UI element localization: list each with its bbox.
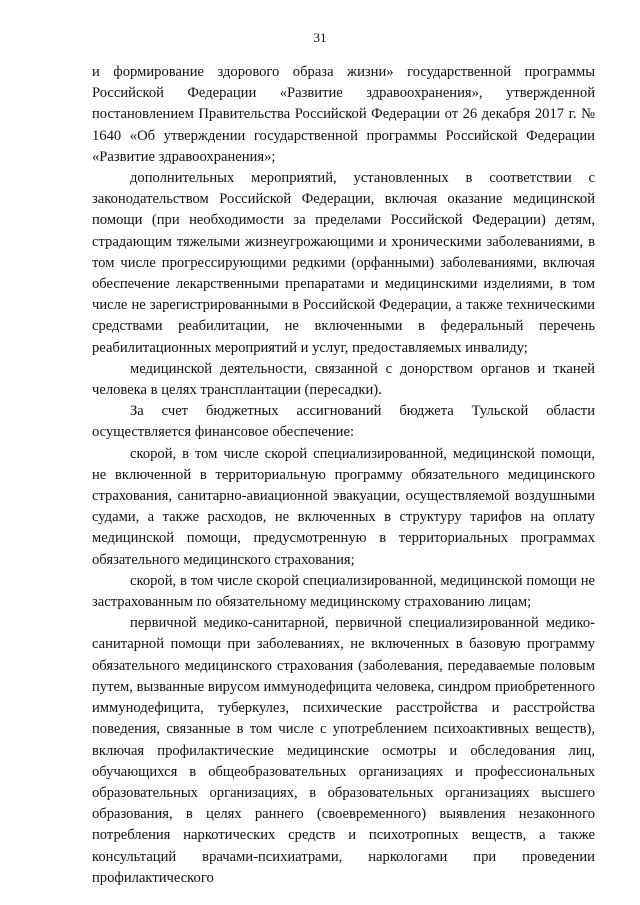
paragraph-7: первичной медико-санитарной, первичной специализированной медико-санитарной помощи при заболеваниях, не включенных в базовую программу обязательного медицинского страхования (заболевания, передаваемые половым путем, вызванные вирусом иммунодефицита человека, синдром приобретенного иммунодефицита, туберкулез, психические расстройства и расстройства поведения, связанные в том числе с употреблением психоактивных веществ), включая профилактические медицинские осмотры и обследования лиц, обучающихся в общеобразовательных организациях и профессиональных образовательных организациях, в образовательных организациях высшего образования, в целях раннего (своевременного) выявления незаконного потребления наркотических средств и психотропных веществ, а также консультаций врачами-психиатрами, наркологами при проведении профилактического: [92, 615, 595, 886]
paragraph-1: и формирование здорового образа жизни» государственной программы Российской Федерации «Развитие здравоохранения», утвержденной постановлением Правительства Российской Федерации от 26 декабря 2017 г. № 1640 «Об утверждении государственной программы Российской Федерации «Развитие здравоохранения»;: [92, 64, 595, 165]
paragraph-4: За счет бюджетных ассигнований бюджета Тульской области осуществляется финансовое обеспечение:: [92, 403, 595, 441]
paragraph-5: скорой, в том числе скорой специализированной, медицинской помощи, не включенной в территориальную программу обязательного медицинского страхования, санитарно-авиационной эвакуации, осуществляемой воздушными судами, а также расходов, не включенных в структуру тарифов на оплату медицинской помощи, предусмотренную в территориальных программах обязательного медицинского страхования;: [92, 445, 595, 568]
paragraph-3: медицинской деятельности, связанной с донорством органов и тканей человека в целях трансплантации (пересадки).: [92, 360, 595, 399]
page-number: 31: [313, 30, 327, 45]
paragraph-2: дополнительных мероприятий, установленных в соответствии с законодательством Российской Федерации, включая оказание медицинской помощи (при необходимости за пределами Российской Федерации) детям, страдающим тяжелыми жизнеугрожающими и хроническими заболеваниями, в том числе прогрессирующими редкими (орфанными) заболеваниями, включая обеспечение лекарственными препаратами и медицинскими изделиями, в том числе не зарегистрированными в Российской Федерации, а также техническими средствами реабилитации, не включенными в федеральный перечень реабилитационных мероприятий и услуг, предоставляемых инвалиду;: [92, 170, 595, 356]
document-body: [92, 62, 595, 889]
paragraph-6: скорой, в том числе скорой специализированной, медицинской помощи не застрахованным по обязательному медицинскому страхованию лицам;: [92, 572, 595, 611]
